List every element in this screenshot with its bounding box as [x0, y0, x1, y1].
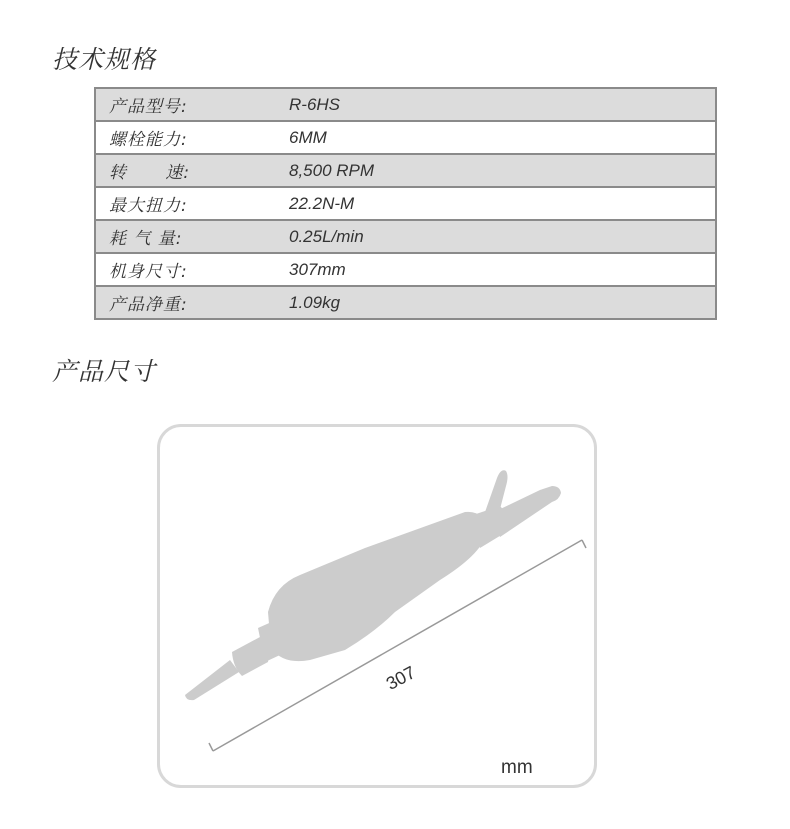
spec-value: R-6HS — [287, 88, 716, 121]
spec-label: 产品净重: — [95, 286, 287, 319]
dimension-section-title: 产品尺寸 — [52, 357, 157, 386]
spec-label: 最大扭力: — [95, 187, 287, 220]
spec-label: 螺栓能力: — [95, 121, 287, 154]
spec-value: 307mm — [287, 253, 716, 286]
spec-value: 0.25L/min — [287, 220, 716, 253]
dimension-length-label: 307 — [382, 662, 419, 694]
spec-value: 22.2N-M — [287, 187, 716, 220]
spec-label: 耗 气 量: — [95, 220, 287, 253]
tool-silhouette — [185, 470, 561, 700]
spec-label: 转 速: — [95, 154, 287, 187]
unit-label: mm — [501, 757, 533, 778]
spec-value: 8,500 RPM — [287, 154, 716, 187]
spec-value: 6MM — [287, 121, 716, 154]
spec-label: 机身尺寸: — [95, 253, 287, 286]
spec-section-title: 技术规格 — [52, 45, 157, 74]
spec-label: 产品型号: — [95, 88, 287, 121]
spec-value: 1.09kg — [287, 286, 716, 319]
